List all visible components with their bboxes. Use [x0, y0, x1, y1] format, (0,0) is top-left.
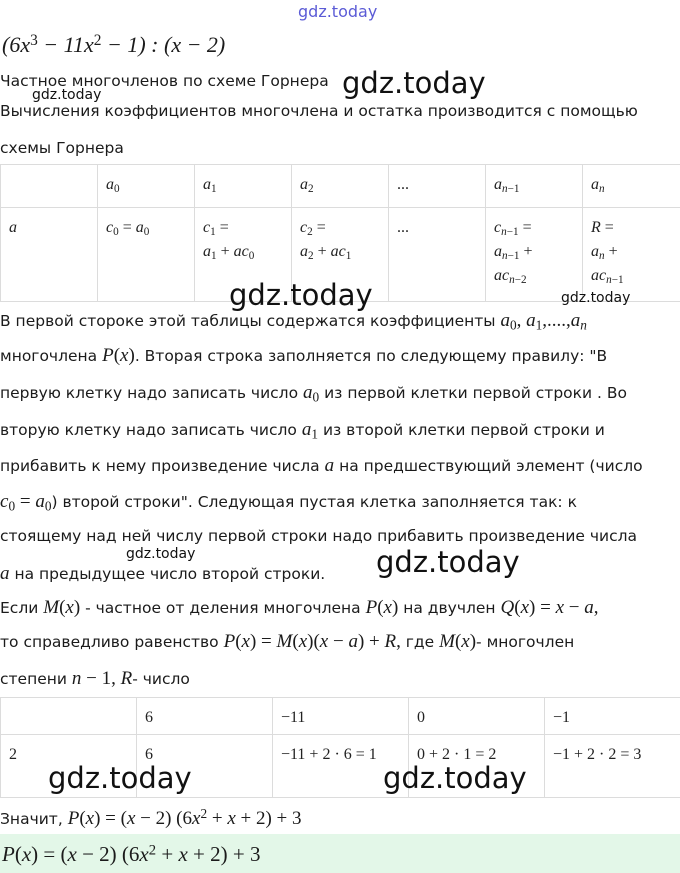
table-cell: [1, 698, 137, 735]
theorem-line: степени n − 1, R- число: [0, 668, 190, 689]
paragraph-line: вторую клетку надо записать число $a_1$ из второй клетки первой строки и: [0, 419, 605, 442]
table-cell: $c_1$ = $a_1 + ac_0$: [195, 208, 292, 302]
inline-math: P(x): [102, 345, 135, 366]
table-cell: a: [1, 208, 98, 302]
inline-math: a: [324, 455, 335, 476]
intro-line: схемы Горнера: [0, 139, 124, 157]
inline-math: $a_1$: [301, 419, 318, 442]
table-cell: $a_{n-1}$: [486, 165, 583, 208]
inline-math: M(x): [43, 597, 81, 618]
inline-math: P(x): [365, 597, 399, 618]
watermark-top: gdz.today: [298, 2, 378, 21]
inline-math: n − 1, R: [71, 668, 133, 689]
inline-math: $a_0$: [303, 382, 320, 405]
conclusion-line: Значит, P(x) = (x − 2) $(6x^2 + x + 2) + 3$: [0, 806, 302, 829]
paragraph-line: a на предыдущее число второй строки.: [0, 563, 326, 584]
table-cell: ...: [389, 208, 486, 302]
theorem-line: то справедливо равенство P(x) = M(x)(x − a) + R, где M(x)- многочлен: [0, 631, 575, 652]
table-cell: −1: [545, 698, 680, 735]
table-cell: $c_{n-1}$ = $a_{n-1}$ + $ac_{n-2}$: [486, 208, 583, 302]
watermark: gdz.today: [126, 546, 196, 562]
watermark: gdz.today: [48, 761, 192, 795]
table-cell: $c_0 = a_0$: [98, 208, 195, 302]
table-cell: ...: [389, 165, 486, 208]
inline-math: P(x) = (x − 2) $(6x^2 + x + 2) + 3$: [67, 806, 302, 829]
table-cell: $c_2$ = $a_2 + ac_1$: [292, 208, 389, 302]
table-cell: −11 + 2 · 6 = 1: [273, 735, 409, 798]
paragraph-line: стоящему над ней числу первой строки надо прибавить произведение числа: [0, 527, 638, 545]
table-cell: $a_n$: [583, 165, 680, 208]
table-cell: 0: [409, 698, 545, 735]
table-cell: $a_2$: [292, 165, 389, 208]
heading: Частное многочленов по схеме Горнера: [0, 72, 329, 90]
paragraph-line: первую клетку надо записать число $a_0$ из первой клетки первой строки . Во: [0, 382, 627, 405]
table-row: [1, 165, 680, 208]
watermark: gdz.today: [376, 545, 520, 579]
inline-math: Q(x) = x − a,: [500, 597, 599, 618]
intro-line: Вычисления коэффициентов многочлена и остатка производится с помощью: [0, 102, 638, 120]
problem-expression: $(6x^3 - 11x^2 - 1)$ : (x − 2): [2, 32, 226, 57]
table-cell: 0 + 2 · 1 = 2: [409, 735, 545, 798]
table-row: [1, 698, 680, 735]
inline-math: P(x) = M(x)(x − a) + R,: [223, 631, 401, 652]
table-cell: [1, 165, 98, 208]
inline-math: $a_0$, $a_1,....,a_n$: [500, 310, 587, 333]
watermark: gdz.today: [342, 66, 486, 100]
paragraph-line: В первой стороке этой таблицы содержатся коэффициенты $a_0$, $a_1,....,a_n$: [0, 310, 587, 333]
theorem-line: Если M(x) - частное от деления многочлена P(x) на двучлен Q(x) = x − a,: [0, 597, 599, 618]
watermark: gdz.today: [383, 761, 527, 795]
paragraph-line: прибавить к нему произведение числа a на предшествующий элемент (число: [0, 455, 643, 476]
paragraph-line: многочлена P(x). Вторая строка заполняется по следующему правилу: "В: [0, 345, 608, 366]
table-cell: 6: [137, 698, 273, 735]
table-cell: 6: [137, 735, 273, 798]
inline-math: M(x): [439, 631, 477, 652]
paragraph-line: $c_0 = a_0$) второй строки". Следующая пустая клетка заполняется так: к: [0, 491, 577, 514]
table-cell: $a_1$: [195, 165, 292, 208]
inline-math: a: [0, 563, 10, 584]
table-cell: −1 + 2 · 2 = 3: [545, 735, 680, 798]
inline-math: $c_0 = a_0$: [0, 491, 52, 514]
watermark: gdz.today: [32, 87, 102, 103]
table-cell: R = $a_n$ + $ac_{n-1}$: [583, 208, 680, 302]
watermark: gdz.today: [229, 278, 373, 312]
table-cell: −11: [273, 698, 409, 735]
table-cell: 2: [1, 735, 137, 798]
watermark: gdz.today: [561, 290, 631, 306]
answer-formula: P(x) = (x − 2) $(6x^2 + x + 2) + 3$: [2, 842, 261, 866]
table-cell: $a_0$: [98, 165, 195, 208]
